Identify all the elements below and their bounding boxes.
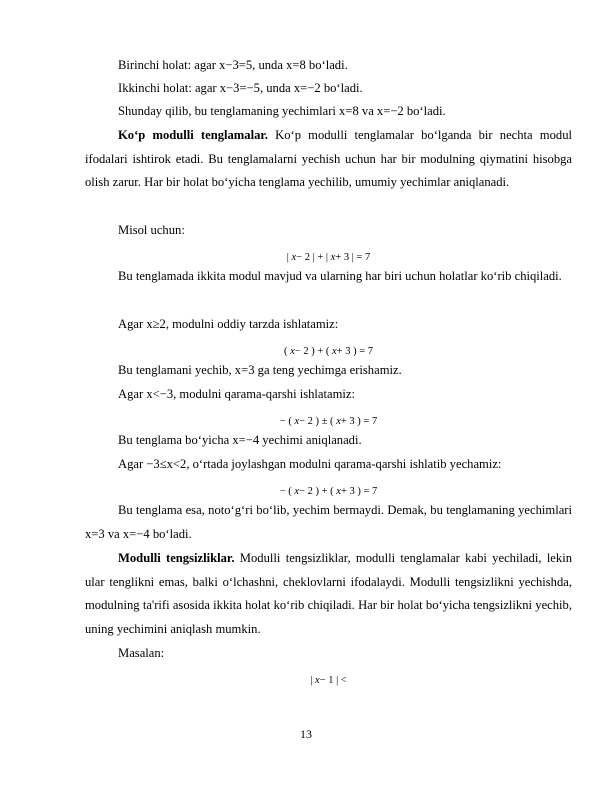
case-middle-range: Agar −3≤x<2, o‘rtada joylashgan modulni qarama-qarshi ishlatib yechamiz:: [118, 457, 502, 471]
case-x-ge-2: Agar x≥2, modulni oddiy tarzda ishlatamiz:: [118, 317, 339, 331]
equation-2: ( x− 2 ) + ( x+ 3 ) = 7: [283, 346, 374, 357]
multi-modulus-text: Ko‘p modulli tenglamalar bo‘lganda bir nechta modul ifodalari ishtirok etadi. Bu tenglamalarni yechish uchun har bir modulning qiymatini hisobga olish zarur. Har bir holat bo‘yicha tenglama yechilib, umumiy yechimlar aniqlanadi.: [85, 128, 572, 190]
solution-x-minus-4-line: Bu tenglama bo‘yicha x=−4 yechimi aniqlanadi.: [118, 433, 362, 447]
case-x-lt-minus-3: Agar x<−3, modulni qarama-qarshi ishlatamiz:: [118, 387, 355, 401]
inequalities-paragraph: [85, 547, 572, 642]
page-number: 13: [300, 727, 312, 741]
example-intro: Misol uchun:: [118, 223, 185, 237]
inequalities-text: Modulli tengsizliklar, modulli tenglamalar kabi yechiladi, lekin ular tenglikni emas, balki o‘lchashni, cheklovlarni ifodalaydi. Modulli tengsizlikni yechishda, modulning ta'rifi asosida ikkita holat ko‘rib chiqiladi. Har bir holat bo‘yicha tengsizlikni yechib, uning yechimini aniqlash mumkin.: [85, 551, 572, 637]
multi-modulus-heading: Ko‘p modulli tenglamalar.: [118, 128, 268, 142]
inequality-1: | x− 1 | <: [310, 675, 347, 686]
example-intro-2: Masalan:: [118, 646, 165, 660]
case-one-line: Birinchi holat: agar x−3=5, unda x=8 bo‘ladi.: [118, 58, 348, 72]
equation-4: − ( x− 2 ) + ( x+ 3 ) = 7: [279, 486, 378, 497]
two-modulus-paragraph: Bu tenglamada ikkita modul mavjud va ularning har biri uchun holatlar ko‘rib chiqiladi.: [118, 269, 562, 283]
solution-x3-line: Bu tenglamani yechib, x=3 ga teng yechimga erishamiz.: [118, 363, 402, 377]
multi-modulus-paragraph: [85, 124, 572, 195]
no-solution-paragraph: Bu tenglama esa, noto‘g‘ri bo‘lib, yechim bermaydi. Demak, bu tenglamaning yechimlari x=3 va x=−4 bo‘ladi.: [85, 503, 572, 541]
equation-1: | x− 2 | + | x+ 3 | = 7: [286, 252, 371, 263]
case-two-line: Ikkinchi holat: agar x−3=−5, unda x=−2 bo‘ladi.: [118, 81, 363, 95]
solution-summary-line: Shunday qilib, bu tenglamaning yechimlari x=8 va x=−2 bo‘ladi.: [118, 104, 446, 118]
equation-3: − ( x− 2 ) ± ( x+ 3 ) = 7: [279, 416, 378, 427]
inequalities-heading: Modulli tengsizliklar.: [118, 551, 235, 565]
